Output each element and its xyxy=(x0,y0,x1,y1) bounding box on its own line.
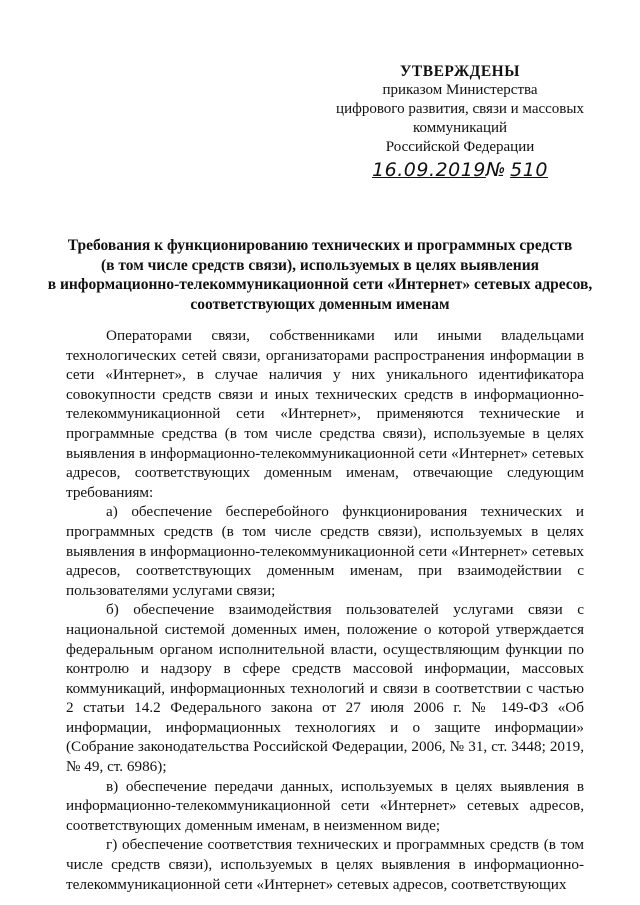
title-line: соответствующих доменным именам xyxy=(190,295,450,313)
requirement-item-b: б) обеспечение взаимодействия пользователей услугами связи с национальной системой доменных имен, положение о которой утверждается федеральным органом исполнительной власти, осуществляющим функции по контролю и надзору в сфере средств массовой информации, массовых коммуникаций, информационных технологий и связи в соответствии с частью 2 статьи 14.2 Федерального закона от 27 июля 2006 г. № 149-ФЗ «Об информации, информационных технологиях и о защите информации» (Собрание законодательства Российской Федерации, 2006, № 31, ст. 3448; 2019, № 49, ст. 6986); xyxy=(66,601,584,776)
requirement-item-g: г) обеспечение соответствия технических и программных средств (в том числе средств связи), используемых в целях выявления в информационно-телекоммуникационной сети «Интернет» сетевых адресов, соответствующих xyxy=(66,836,584,893)
title-line: (в том числе средств связи), используемых в целях выявления xyxy=(100,256,540,274)
approval-line: цифрового развития, связи и массовых xyxy=(336,101,584,117)
requirement-item-v: в) обеспечение передачи данных, используемых в целях выявления в информационно-телекоммуникационной сети «Интернет» сетевых адресов, соответствующих доменным именам, в неизменном виде; xyxy=(66,777,584,834)
approval-line: приказом Министерства xyxy=(382,82,538,98)
intro-paragraph: Операторами связи, собственниками или иными владельцами технологических сетей связи, организаторами распространения информации в сети «Интернет», в случае наличия у них уникального идентификатора совокупности средств связи и иных технических средств в информационно-телекоммуникационной сети «Интернет», применяются технические и программные средства (в том числе средства связи), используемые в целях выявления в информационно-телекоммуникационной сети «Интернет» сетевых адресов, соответствующих доменным именам, отвечающие следующим требованиям: xyxy=(66,327,584,501)
document-title xyxy=(40,236,600,314)
title-line: в информационно-телекоммуникационной сети «Интернет» сетевых адресов, xyxy=(47,276,593,293)
approval-heading: УТВЕРЖДЕНЫ xyxy=(400,63,520,80)
number-sign: № xyxy=(485,159,507,181)
requirement-item-a: а) обеспечение бесперебойного функционирования технических и программных средств (в том числе средств связи), используемых в целях выявления в информационно-телекоммуникационной сети «Интернет» сетевых адресов, соответствующих доменным именам, при взаимодействии с пользователями услугами связи; xyxy=(66,503,584,599)
order-date-number xyxy=(320,159,600,181)
document-body xyxy=(66,326,584,894)
approval-block xyxy=(320,62,600,181)
order-number: 510 xyxy=(510,159,548,181)
title-line: Требования к функционированию технических и программных средств xyxy=(67,237,573,254)
order-date: 16.09.2019 xyxy=(372,159,486,181)
approval-line: Российской Федерации xyxy=(385,139,535,155)
approval-line: коммуникаций xyxy=(412,120,508,136)
